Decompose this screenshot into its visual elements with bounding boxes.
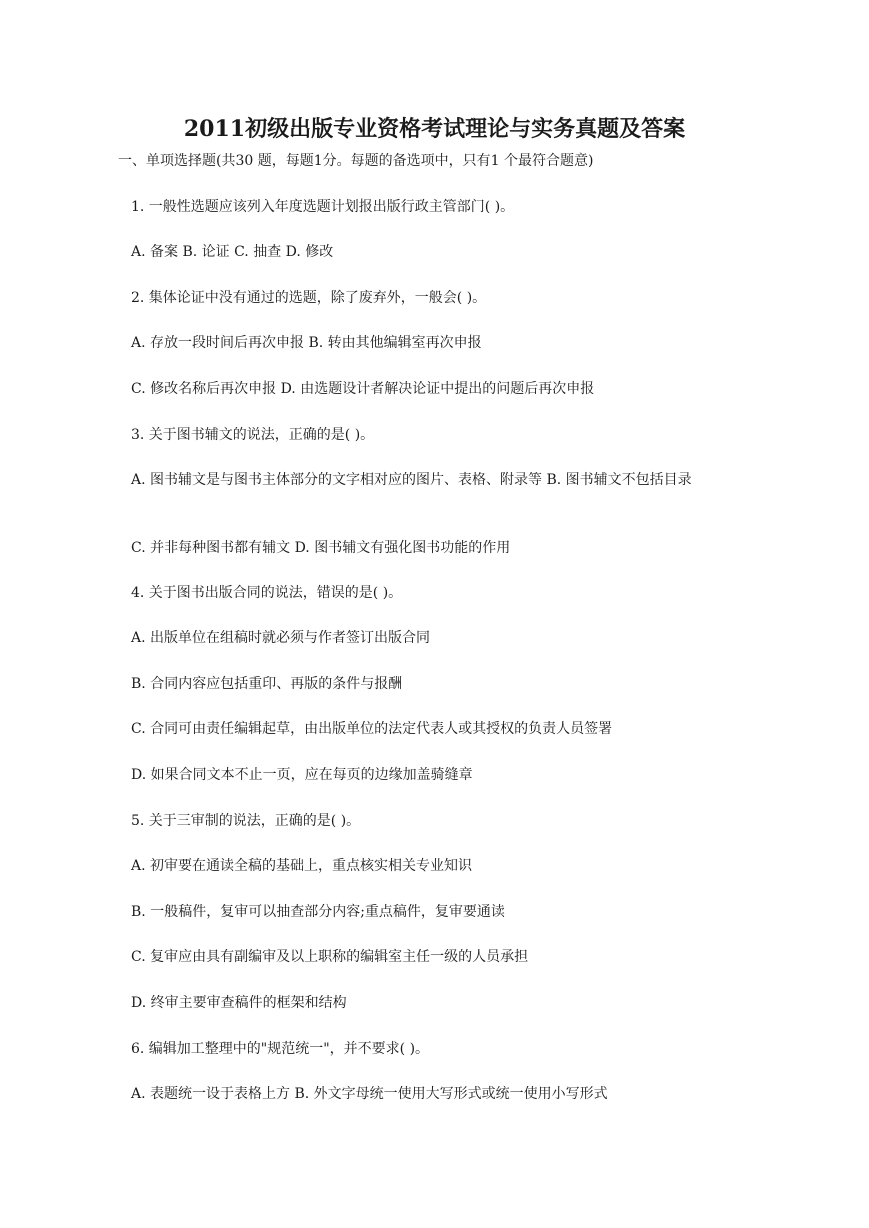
question-3: 3. 关于图书辅文的说法，正确的是( )。 [131, 427, 375, 443]
question-2-options-cd: C. 修改名称后再次申报 D. 由选题设计者解决论证中提出的问题后再次申报 [131, 381, 595, 397]
question-1-options: A. 备案 B. 论证 C. 抽查 D. 修改 [131, 244, 334, 260]
document-title: 2011初级出版专业资格考试理论与实务真题及答案 [183, 116, 686, 142]
question-2: 2. 集体论证中没有通过的选题，除了废弃外，一般会( )。 [131, 290, 487, 306]
question-5-option-a: A. 初审要在通读全稿的基础上，重点核实相关专业知识 [131, 858, 473, 874]
question-5-option-b: B. 一般稿件，复审可以抽查部分内容;重点稿件，复审要通读 [131, 904, 505, 920]
question-5-option-c: C. 复审应由具有副编审及以上职称的编辑室主任一级的人员承担 [131, 949, 529, 965]
question-4-option-d: D. 如果合同文本不止一页，应在每页的边缘加盖骑缝章 [131, 767, 473, 783]
question-1: 1. 一般性选题应该列入年度选题计划报出版行政主管部门( )。 [131, 199, 515, 215]
question-3-options-ab: A. 图书辅文是与图书主体部分的文字相对应的图片、表格、附录等 B. 图书辅文不包括目录 [131, 472, 692, 488]
question-4: 4. 关于图书出版合同的说法，错误的是( )。 [131, 585, 403, 601]
question-2-options-ab: A. 存放一段时间后再次申报 B. 转由其他编辑室再次申报 [131, 335, 482, 351]
question-5: 5. 关于三审制的说法，正确的是( )。 [131, 813, 361, 829]
question-6-options-ab: A. 表题统一设于表格上方 B. 外文字母统一使用大写形式或统一使用小写形式 [131, 1086, 608, 1102]
question-6: 6. 编辑加工整理中的"规范统一"，并不要求( )。 [131, 1041, 430, 1057]
section-heading: 一、单项选择题(共30 题，每题1分。每题的备选项中，只有1 个最符合题意) [118, 153, 594, 169]
question-4-option-c: C. 合同可由责任编辑起草，由出版单位的法定代表人或其授权的负责人员签署 [131, 721, 613, 737]
question-3-options-cd: C. 并非每种图书都有辅文 D. 图书辅文有强化图书功能的作用 [131, 540, 511, 556]
question-4-option-b: B. 合同内容应包括重印、再版的条件与报酬 [131, 676, 403, 692]
question-4-option-a: A. 出版单位在组稿时就必须与作者签订出版合同 [131, 630, 431, 646]
question-5-option-d: D. 终审主要审查稿件的框架和结构 [131, 995, 347, 1011]
